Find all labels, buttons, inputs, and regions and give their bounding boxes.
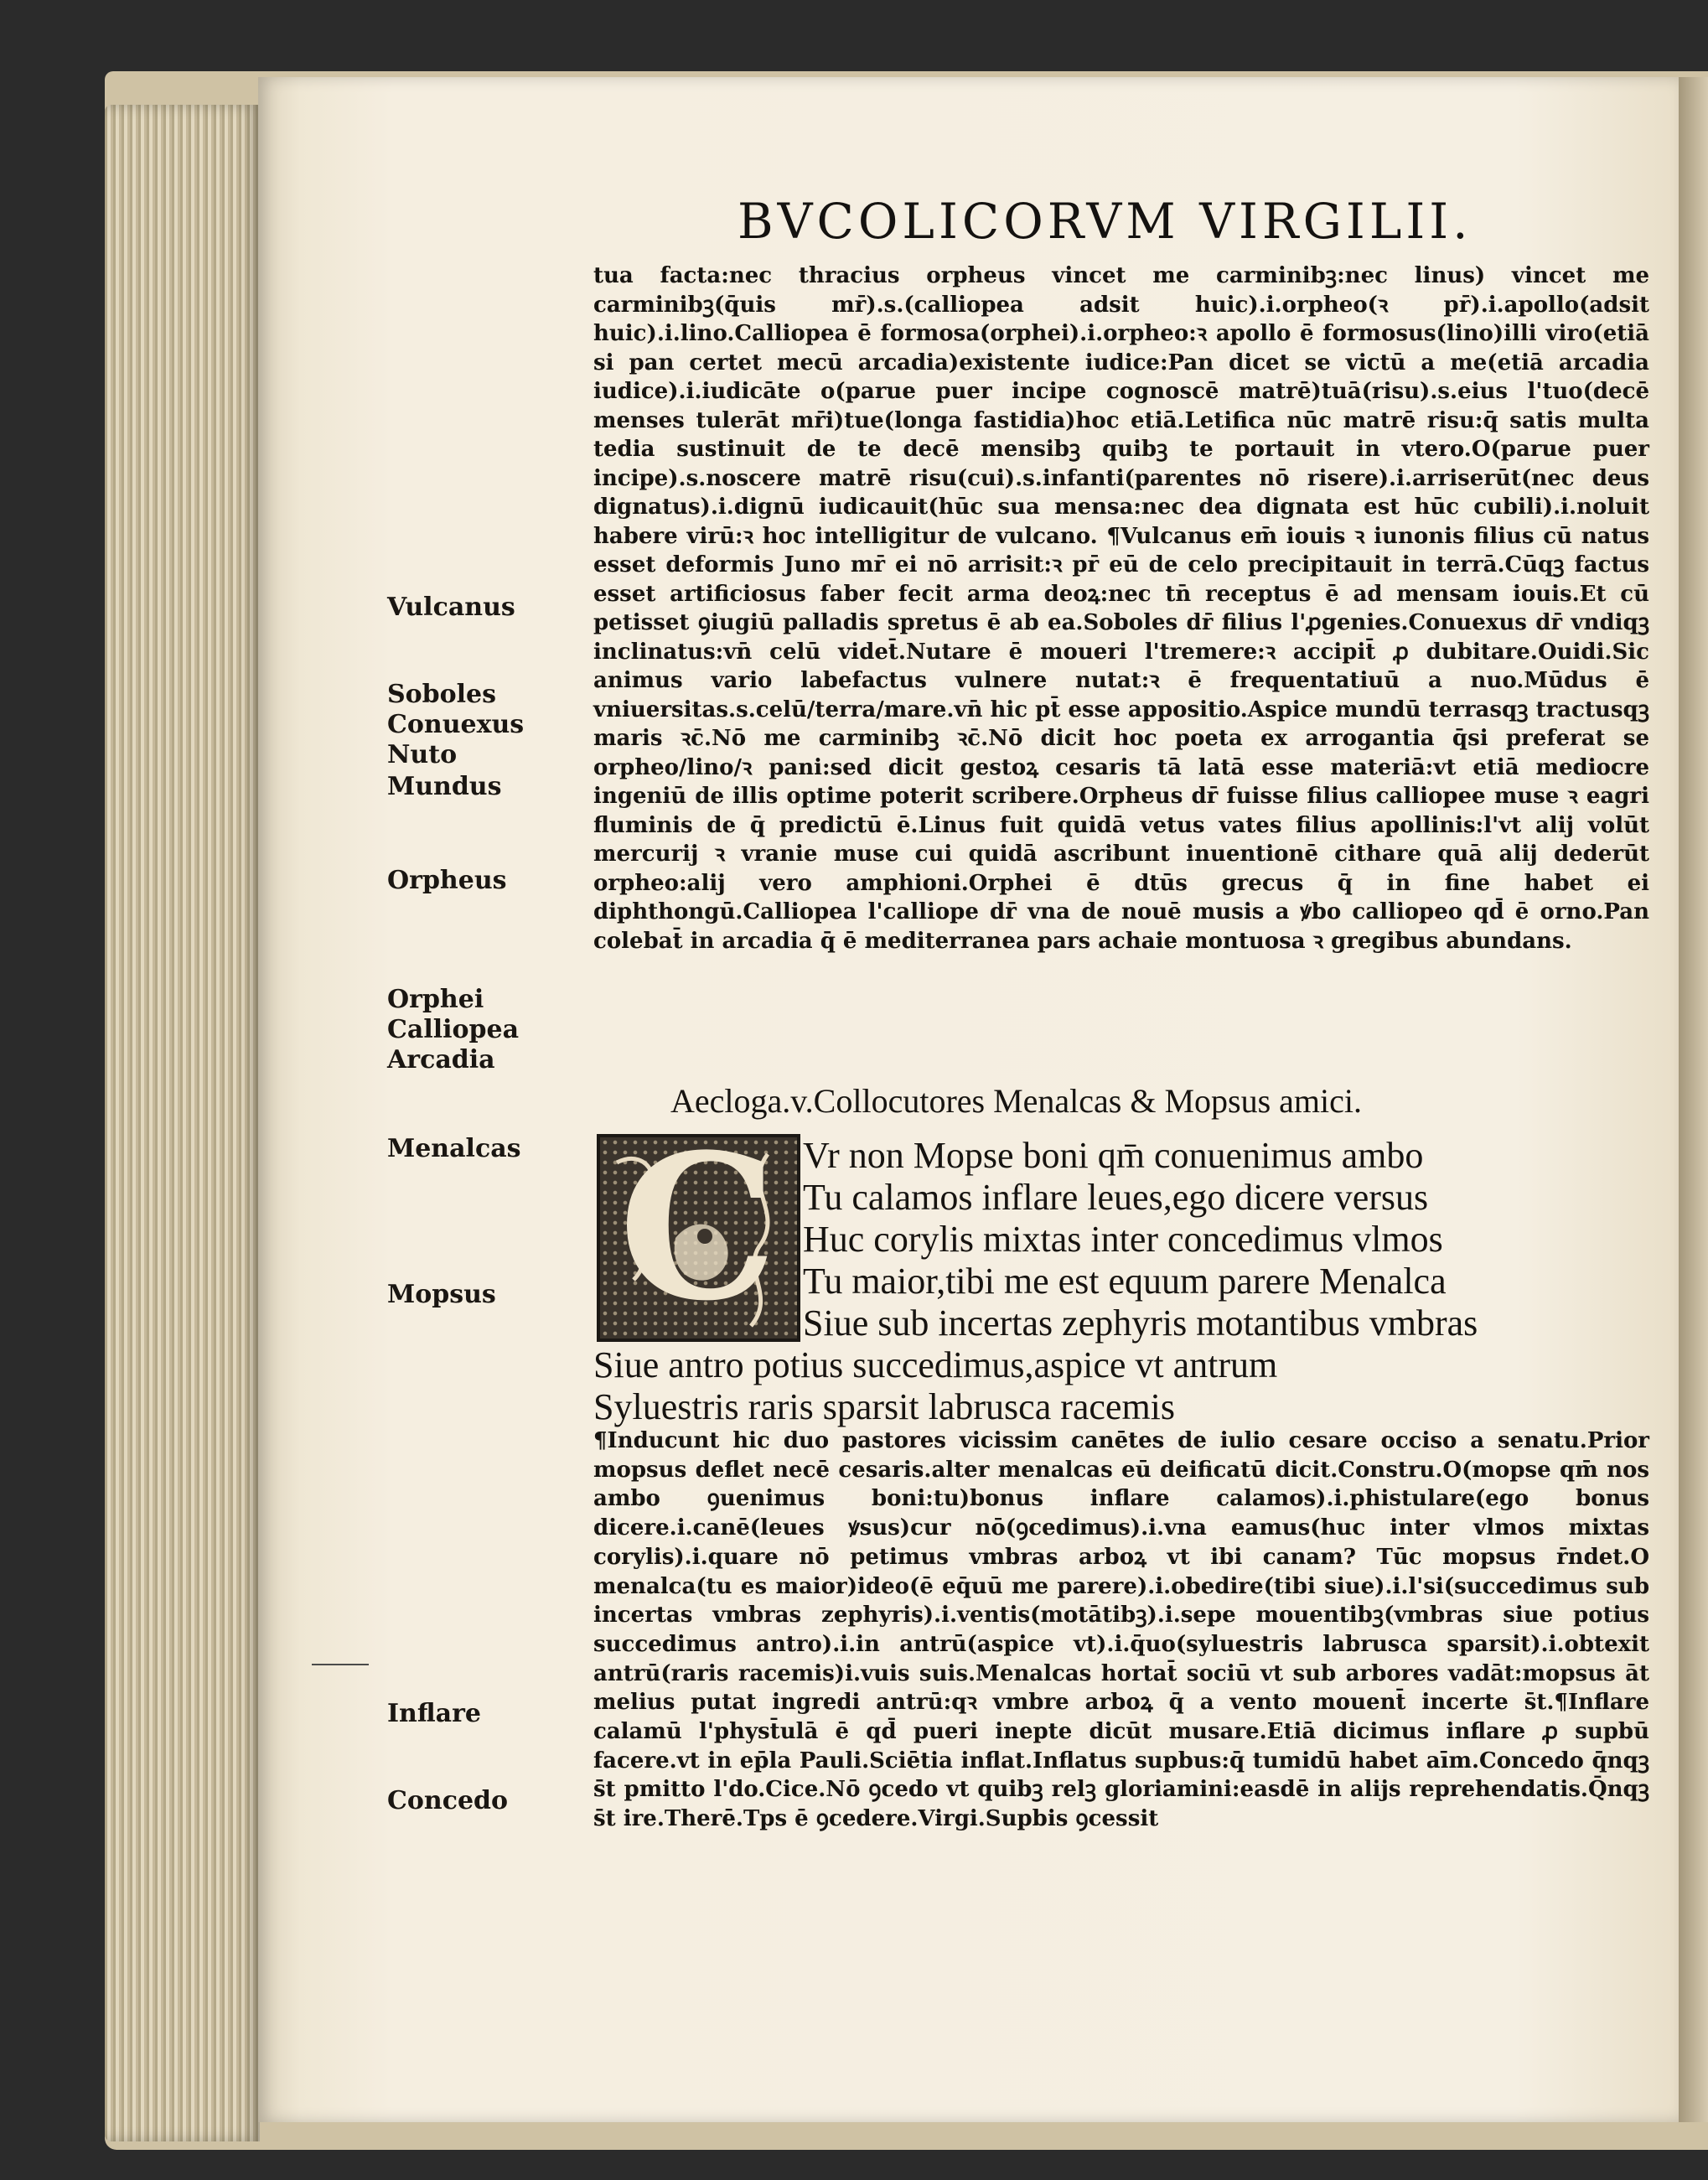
verse-line: Syluestris raris sparsit labrusca racemis [593, 1386, 1176, 1427]
commentary-bottom: ¶Inducunt hic duo pastores vicissim canētes de iulio cesare occiso a senatu.Prior mopsus deflet necē cesaris.alter menalcas eū deificatū dicit.Constru.O(mopse qm̄ nos ambo ꝯuenimus boni:tu)bonus inflare calamos).i.phistulare(ego bonus dicere.i.canē(leues ꝟsus)cur nō(ꝯcedimus).i.vna eamus(huc inter vlmos mixtas corylis).i.quare nō petimus vmbras arboꝝ vt ibi canam? Tūc mopsus r̄ndet.O menalca(tu es maior)ideo(ē eq̄uū me parere).i.obedire(tibi siue).i.l'si(succedimus sub incertas vmbras zephyris).i.ventis(motātibꝫ).i.sepe mouentibꝫ(vmbras siue potius succedimus antro).i.in antrū(aspice vt).i.q̄uo(syluestris labrusca sparsit).i.obtexit antrū(raris racemis)i.vuis suis.Menalcas hortat̄ sociū vt sub arbores vadāt:mopsus āt melius putat ingredi antrū:qꝛ vmbre arboꝝ q̄ a vento mouent̄ incerte s̄t.¶Inflare calamū l'physt̄ulā ē qd̄ pueri inepte dicūt musare.Etiā dicimus inflare ꝓ supbū facere.vt in ep̄la Pauli.Sciētia inflat.Inflatus supbus:q̄ tumidū habet aīm.Concedo q̄nqꝫ s̄t pmitto l'do.Cice.Nō ꝯcedo vt quibꝫ relꝫ gloriamini:easdē in alijs reprehendatis.Q̄nqꝫ s̄t ire.Therē.Tps ē ꝯcedere.Virgi.Supbis ꝯcessit [593, 1428, 1649, 1832]
eclogue-title: Aecloga.v.Collocutores Menalcas & Mopsus amici. [670, 1082, 1362, 1120]
margin-note-concedo: Concedo [387, 1786, 509, 1815]
margin-note-orpheus: Orpheus [387, 866, 507, 895]
margin-note-soboles: Soboles [387, 680, 497, 709]
commentary-top: tua facta:nec thracius orpheus vincet me carminibꝫ:nec linus) vincet me carminibꝫ(q̄uis mr̄).s.(calliopea adsit huic).i.orpheo(ꝛ pr̄).i.apollo(adsit huic).i.lino.Calliopea ē formosa(orphei).i.orpheo:ꝛ apollo ē formosus(lino)illi viro(etiā si pan certet mecū arcadia)existente iudice:Pan dicet se victū a me(etiā arcadia iudice).i.iudicāte o(parue puer incipe cognoscē matrē)tuā(risu).s.eius l'tuo(decē menses tulerāt mr̄i)tue(longa fastidia)hoc etiā.Letifica nūc matrē risu:q̄ satis multa tedia sustinuit de te decē mensibꝫ quibꝫ te portauit in vtero.O(parue puer incipe).s.noscere matrē risu(cui).s.infanti(parentes nō risere).i.arriserūt(nec deus dignatus).i.dignū iudicauit(hūc sua mensa:nec dea dignata est hūc cubili).i.noluit habere virū:ꝛ hoc intelligitur de vulcano. ¶Vulcanus em̄ iouis ꝛ iunonis filius cū natus esset deformis Juno mr̄ ei nō arrisit:ꝛ pr̄ eū de celo precipitauit in terrā.Cūqꝫ factus esset artificiosus faber fecit arma deoꝝ:nec tn̄ receptus ē ad mensam iouis.Et cū petisset ꝯiugiū palladis spretus ē ab ea.Soboles dr̄ filius l'ꝓgenies.Conuexus dr̄ vndiqꝫ inclinatus:vn̄ celū videt̄.Nutare ē moueri l'tremere:ꝛ accipit̄ ꝓ dubitare.Ouidi.Sic animus vario labefactus vulnere nutat:ꝛ ē frequentatiuū a nuo.Mūdus ē vniuersitas.s.celū/terra/mare.vn̄ hic pt̄ esse appositio.Aspice mundū terrasqꝫ tractusqꝫ maris ꝛc̄.Nō me carminibꝫ ꝛc̄.Nō dicit hoc poeta ex arrogantia q̄si preferat se orpheo/lino/ꝛ pani:sed dicit gestoꝝ cesaris tā latā esse materiā:vt etiā mediocre ingeniū de illis optime poterit scribere.Orpheus dr̄ fuisse filius calliopee muse ꝛ eagri fluminis de q̄ predictū ē.Linus fuit quidā vetus vates filius apollinis:l'vt alij volūt mercurij ꝛ vranie muse cui quidā ascribunt inuentionē cithare quā alij dederūt orpheo:alij vero amphioni.Orphei ē dtūs grecus q̄ in fine habet ei diphthongū.Calliopea l'calliope dr̄ vna de nouē musis a ꝟbo calliopeo qd̄ ē orno.Pan colebat̄ in arcadia q̄ ē mediterranea pars achaie montuosa ꝛ gregibus abundans. [593, 263, 1649, 954]
gutter-mark [312, 1664, 369, 1665]
margin-note-mundus: Mundus [387, 772, 502, 801]
verse-line: Huc corylis mixtas inter concedimus vlmos [803, 1219, 1443, 1260]
margin-note-mopsus: Mopsus [387, 1280, 496, 1309]
verse-line: Tu calamos inflare leues,ego dicere versus [803, 1177, 1429, 1218]
verse-line: Siue sub incertas zephyris motantibus vmbras [803, 1302, 1478, 1344]
margin-note-orphei: Orphei [387, 985, 484, 1014]
margin-note-nuto: Nuto [387, 740, 458, 769]
verse-line: Siue antro potius succedimus,aspice vt antrum [593, 1344, 1278, 1385]
margin-note-vulcanus: Vulcanus [387, 593, 515, 622]
margin-note-calliopea: Calliopea [387, 1015, 520, 1044]
initial-letter: C [619, 1134, 778, 1342]
margin-note-conuexus: Conuexus [387, 710, 525, 739]
verse-line: Tu maior,tibi me est equum parere Menalca [803, 1261, 1447, 1302]
verse-line: Vr non Mopse boni qm̄ conuenimus ambo [803, 1135, 1424, 1176]
facing-page-edge [1679, 77, 1708, 2122]
page-edges [105, 105, 260, 2141]
margin-note-arcadia: Arcadia [387, 1045, 495, 1074]
running-head: BVCOLICORVM VIRGILII. [738, 193, 1473, 250]
margin-note-inflare: Inflare [387, 1699, 481, 1728]
margin-note-menalcas: Menalcas [387, 1134, 521, 1163]
decorated-initial [597, 1134, 800, 1342]
